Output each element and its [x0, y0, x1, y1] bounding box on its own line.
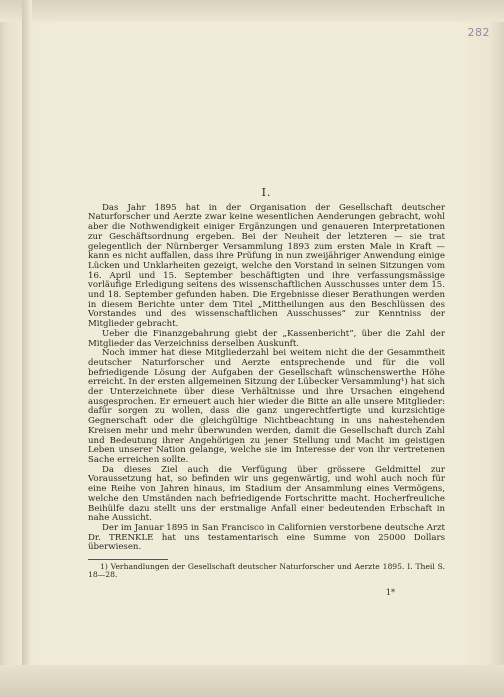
paragraph-2: Ueber die Finanzgebahrung giebt der „Kassenbericht“, über die Zahl der Mitglieder das Verzeichniss derselben Auskunft. — [88, 328, 445, 349]
paragraph-4: Da dieses Ziel auch die Verfügung über grössere Geldmittel zur Voraussetzung hat, so befinden wir uns gegenwärtig, und wohl auch noch für eine Reihe von Jahren hinaus, im Stadium der Ansammlung eines Vermögens, welche den Umständen nach befriedigende Fortschritte macht. Hocherfreuliche Beihülfe dazu stellt uns der erstmalige Anfall einer bedeutenden Erbschaft in nahe Aussicht. — [88, 464, 445, 524]
paragraph-3: Noch immer hat diese Mitgliederzahl bei weitem nicht die der Gesammtheit deutscher Naturforscher und Aerzte entsprechende und für die voll befriedigende Lösung der Aufgaben der Gesellschaft wünschenswerthe Höhe erreicht. In der ersten allgemeinen Sitzung der Lübecker Versammlung¹) hat sich der Unterzeichnete über diese Verhältnisse und ihre Ursachen eingehend ausgesprochen. Er erneuert auch hier wieder die Bitte an alle unsere Mitglieder: dafür sorgen zu wollen, dass die ganz ungerechtfertigte und kurzsichtige Gegnerschaft oder die gleichgültige Nichtbeachtung in uns nahestehenden Kreisen mehr und mehr überwunden werden, damit die Gesellschaft durch Zahl und Bedeutung ihrer Angehörigen zu jener Stellung und Macht im geistigen Leben unserer Nation gelange, welche sie im Interesse der von ihr vertretenen Sache erreichen sollte. — [88, 348, 445, 465]
footnote-divider — [88, 559, 168, 560]
footnote: 1) Verhandlungen der Gesellschaft deutscher Naturforscher und Aerzte 1895. I. Theil S. 18—28. — [88, 562, 445, 580]
body-text-block — [88, 188, 445, 598]
page-bottom-edge — [0, 665, 504, 697]
handwritten-page-number: 282 — [467, 26, 490, 39]
section-heading: I. — [261, 186, 272, 199]
signature-mark: 1* — [385, 587, 395, 597]
page-top-edge — [0, 0, 504, 22]
binding-gutter — [22, 0, 32, 697]
paragraph-1: Das Jahr 1895 hat in der Organisation der Gesellschaft deutscher Naturforscher und Aerzte zwar keine wesentlichen Aenderungen gebracht, wohl aber die Nothwendigkeit einiger Ergänzungen und genaueren Interpretationen zur Geschäftsordnung ergeben. Bei der Neuheit der letzteren — sie trat gelegentlich der Nürnberger Versammlung 1893 zum ersten Male in Kraft — kann es nicht auffallen, dass ihre Prüfung in nun zweijähriger Anwendung einige Lücken und Unklarheiten gezeigt, welche den Vorstand in seinen Sitzungen vom 16. April und 15. September beschäftigten und ihre verfassungsmässige vorläufige Erledigung seitens des wissenschaftlichen Ausschusses unter dem 15. und 18. September gefunden haben. Die Ergebnisse dieser Berathungen werden in diesem Berichte unter dem Titel „Mittheilungen aus den Beschlüssen des Vorstandes und des wissenschaftlichen Ausschusses“ zur Kenntniss der Mitglieder gebracht. — [88, 202, 445, 330]
paragraph-5: Der im Januar 1895 in San Francisco in Californien verstorbene deutsche Arzt Dr. TRENKLE hat uns testamentarisch eine Summe von 25000 Dollars überwiesen. — [88, 522, 445, 553]
